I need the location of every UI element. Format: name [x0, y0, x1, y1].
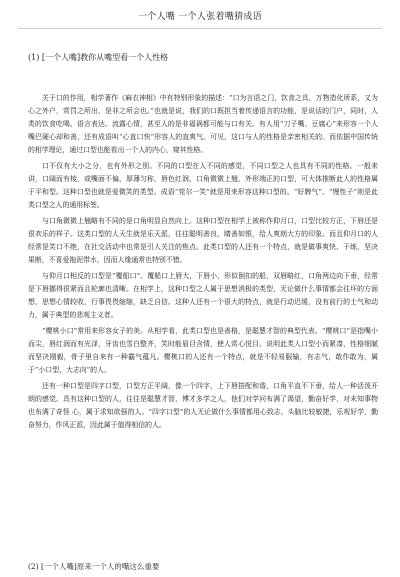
paragraph: 关于口的作用，相学著作《麻衣神相》中有特别形象的描述：“口为言语之门，饮食之具，万物造化所系，又为心之外户，赏罚之所出，是非之所会也。”也就是说，我们的口既担当着传递语言的功能，是说话的门户，同时，人类的饮食吃喝、语言表达、流露心情，甚至人的是非福祸都可能与口有关。有人用“刀子嘴、豆腐心”来形容一个人嘴巴硬心却和善，还有成语叫“心直口快”形容人的直爽气。可见，这口与人的性格是亲密相关的。而依据中国传统的相学理论，通过口型也能看出一个人的内心，窥其性格。 — [28, 94, 378, 154]
article-body — [28, 92, 378, 435]
title-divider — [18, 28, 382, 29]
paragraph: “樱桃小口”常用来形容女子的美。从相学看，此类口型也是善格，是聪慧才智的典型代表。“樱桃口”是指嘴小而尖，唇红润而有光泽，牙齿也雪白整齐，笑时能眉目含情，使人赏心悦目。说明此类人口型小而紧凑，性格细腻而坚决刚毅，骨子里自来有一种霸气蕴凡。樱桃口的人还有一个特点，就是不轻易服输，有志气，敢作敢为，属于“小口型、大志向”的人。 — [28, 327, 378, 374]
section-heading-1: (1) [一个人嘴]教你从嘴型看一个人性格 — [28, 53, 169, 62]
paragraph: 与口角微微上翘略有不同的是口角明显自然向上。这种口型在相学上被称作仰月口，口型比较方正，下唇还是很欢乐的样子。这类口型的人天生就是乐天派，往往聪明善良，睛善如银，给人爽朗大方的印象。而且仰月口的人经常是笑口不绝，在社交活动中也常是引人关注的焦点。此类口型的人还有一个特点，就是做事爽快、干练，坚决果断，不喜爱拖泥带水，因而人缘通常也特别不错。 — [28, 217, 378, 264]
paragraph: 还有一种口型是四字口型，口型方正平阔，像一个四字，上下唇搭配和谐，口角平直不下垂，给人一种活泼开朗的感觉。具有这种口型的人，往往是聪慧才智，博才多学之人，他们对学问布满了渴望，勤奋好学，对未知事物也布满了奇怪 心，属于求知欲强的人。“四字口型”的人无论做什么事情都用心致志，头脑比较敏捷，乐观好学，勤奋努力，作风正派，因此属于值得相信的人。 — [28, 382, 378, 429]
paragraph: 与仰月口相反的口型是“覆船口”。覆船口上唇大，下唇小，形似倒扣的船，双唇略红，口角两边向下垂，经常是下唇挪得很紧而且轮廓也清晰。在相学上，这种口型之人属于思想消极的类型，无论做什么事情都会往坏的方面想，思想心情较收，行事畏畏缩缩，缺乏自信。这种人还有一个很大的特点，就是行动迟缓，没有前行的士气和动力，属于典型的悲观主义者。 — [28, 272, 378, 319]
paragraph: 口不仅有大小之分，也有外形之别。不同的口型在人不同的感觉，不同口型之人也具有不同的性格。一般来讲，口阔而有棱，或嘴面不偏，厚薄匀称，唇色红润，口角微微上翘，外形端正的口型，可大体推断此人的性格属于平和型。这种口型也就是爱微笑的类型。成语“莞尔一笑”就是用来形容这种口型的。“好脾气”、“慢性子”则是此类口型之人的通用标签。 — [28, 162, 378, 209]
section-heading-2: (2) [一个人嘴]原来一个人的嘴这么重要 — [28, 562, 160, 571]
page-title: 一个人嘴 一个人张着嘴猜成语 — [137, 12, 263, 22]
